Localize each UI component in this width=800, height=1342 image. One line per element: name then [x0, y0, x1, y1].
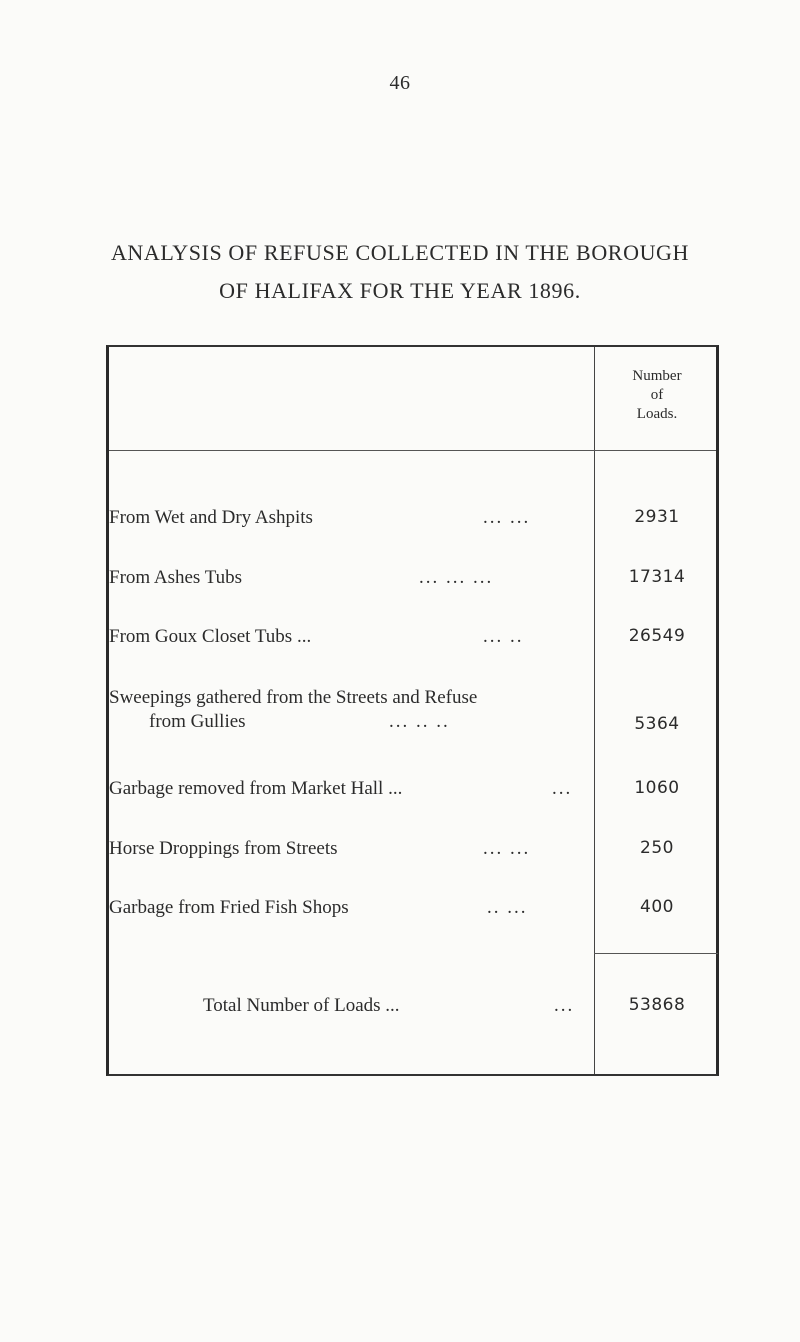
- column-header-line-3: Loads.: [636, 406, 678, 422]
- row-label-text: From Ashes Tubs: [109, 567, 243, 588]
- leader-dots: .. ...: [487, 897, 528, 918]
- leader-dots: ...: [552, 778, 573, 799]
- column-divider: [594, 347, 595, 1074]
- leader-dots: ... ... ...: [419, 567, 494, 588]
- title-line-1: ANALYSIS OF REFUSE COLLECTED IN THE BOROUGH: [110, 240, 690, 265]
- row-label-text: Garbage from Fried Fish Shops: [109, 897, 349, 918]
- row-value: 17314: [628, 567, 686, 587]
- row-value: 1060: [634, 778, 680, 798]
- leader-dots: ...: [554, 995, 575, 1016]
- row-label-text: Sweepings gathered from the Streets and Refuse: [109, 687, 478, 708]
- leader-dots: ... ...: [483, 507, 531, 528]
- row-label: [109, 686, 594, 746]
- row-label: [109, 567, 594, 589]
- refuse-table: [106, 345, 719, 1076]
- row-label: [109, 778, 594, 800]
- title-line-2: OF HALIFAX FOR THE YEAR 1896.: [219, 278, 581, 303]
- row-label-text: Garbage removed from Market Hall ...: [109, 778, 403, 799]
- row-label: [109, 897, 594, 919]
- leader-dots: ... .. ..: [389, 711, 450, 732]
- total-value: 53868: [628, 995, 686, 1015]
- document-title: [0, 234, 800, 310]
- row-label-text: From Goux Closet Tubs ...: [109, 626, 312, 647]
- row-label: [109, 626, 594, 648]
- row-value: 250: [640, 838, 674, 858]
- total-label-text: Total Number of Loads ...: [203, 995, 400, 1016]
- total-rule: [594, 953, 718, 954]
- header-rule: [109, 450, 716, 451]
- row-label-text: Horse Droppings from Streets: [109, 838, 338, 859]
- leader-dots: ... ..: [483, 626, 524, 647]
- column-header-line-2: of: [650, 387, 664, 403]
- row-label: [109, 838, 594, 860]
- row-value: 400: [640, 897, 674, 917]
- row-value: 26549: [628, 626, 686, 646]
- column-header-line-1: Number: [632, 368, 682, 384]
- row-value: 2931: [634, 507, 680, 527]
- row-label-text-continued: from Gullies: [149, 711, 246, 732]
- row-label: [109, 507, 594, 529]
- total-label: [109, 995, 594, 1017]
- row-label-text: From Wet and Dry Ashpits: [109, 507, 313, 528]
- page-number: 46: [389, 72, 411, 94]
- column-header-loads: [595, 367, 719, 424]
- leader-dots: ... ...: [483, 838, 531, 859]
- row-value: 5364: [634, 714, 680, 734]
